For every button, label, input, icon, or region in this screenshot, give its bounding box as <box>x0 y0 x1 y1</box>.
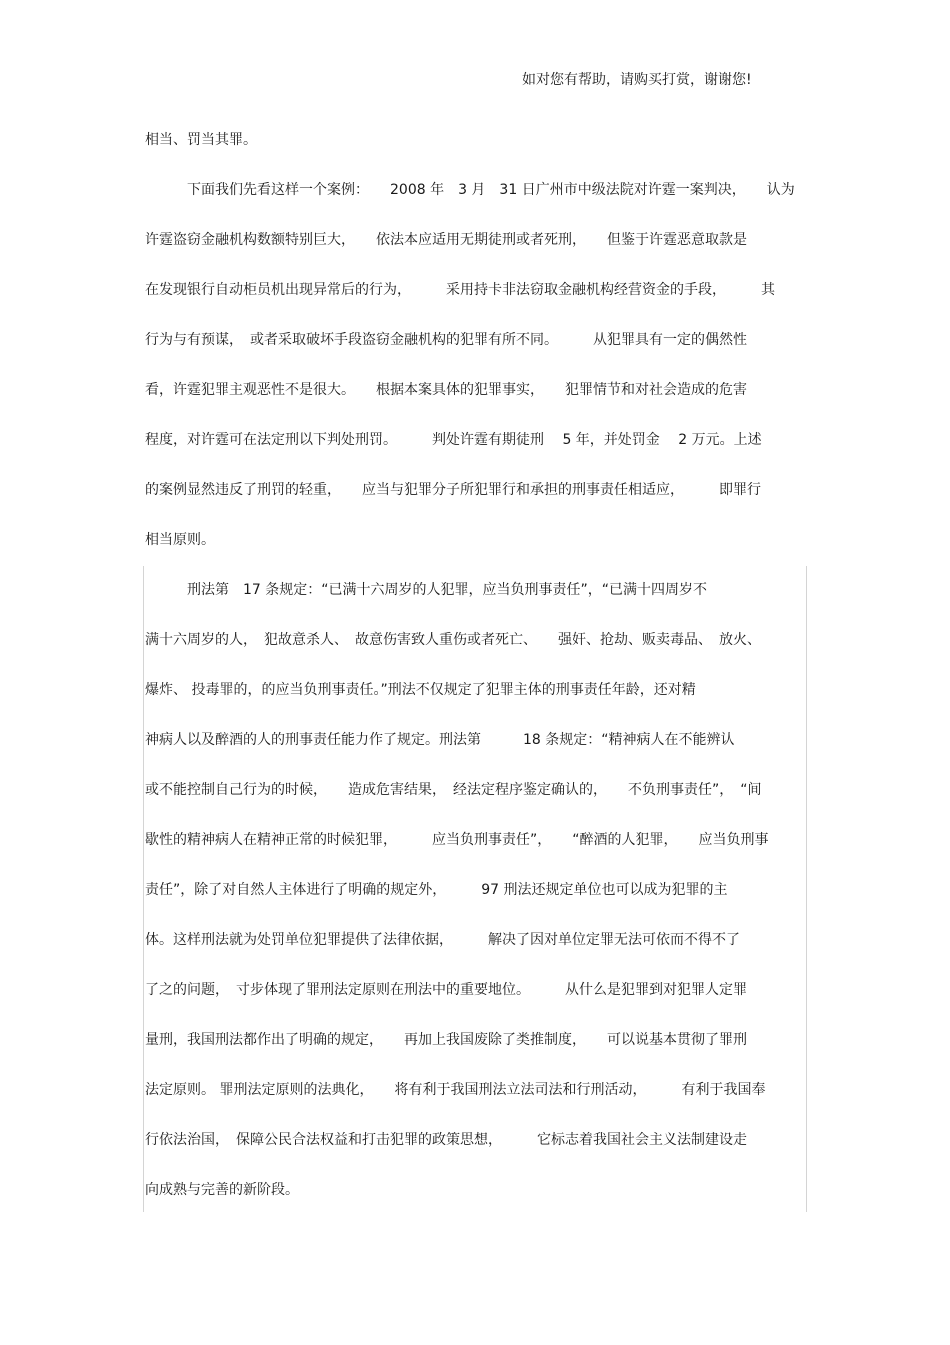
text-line: 了之的问题， 寸步体现了罪刑法定原则在刑法中的重要地位。 从什么是犯罪到对犯罪人定罪 <box>145 982 747 998</box>
text-line: 向成熟与完善的新阶段。 <box>145 1182 299 1198</box>
text-line: 刑法第 17 条规定：“已满十六周岁的人犯罪，应当负刑事责任”，“已满十四周岁不 <box>145 582 708 598</box>
text-line: 量刑，我国刑法都作出了明确的规定， 再加上我国废除了类推制度， 可以说基本贯彻了罪刑 <box>145 1032 747 1048</box>
text-line: 体。这样刑法就为处罚单位犯罪提供了法律依据， 解决了因对单位定罪无法可依而不得不了 <box>145 932 740 948</box>
text-line: 爆炸、 投毒罪的，的应当负刑事责任。”刑法不仅规定了犯罪主体的刑事责任年龄，还对精 <box>145 682 696 698</box>
text-line: 责任”，除了对自然人主体进行了明确的规定外， 97 刑法还规定单位也可以成为犯罪的主 <box>145 882 728 898</box>
text-line: 相当原则。 <box>145 532 215 548</box>
text-line: 歇性的精神病人在精神正常的时候犯罪， 应当负刑事责任”， “醉酒的人犯罪， 应当负刑事 <box>145 832 769 848</box>
text-line: 或不能控制自己行为的时候， 造成危害结果， 经法定程序鉴定确认的， 不负刑事责任”， “间 <box>145 782 762 798</box>
text-line: 的案例显然违反了刑罚的轻重， 应当与犯罪分子所犯罪行和承担的刑事责任相适应， 即罪行 <box>145 482 761 498</box>
text-line: 相当、罚当其罪。 <box>145 132 257 148</box>
text-frame-left-border <box>143 566 144 1212</box>
text-line: 看，许霆犯罪主观恶性不是很大。 根据本案具体的犯罪事实， 犯罪情节和对社会造成的危害 <box>145 382 747 398</box>
header-donation-note: 如对您有帮助，请购买打赏，谢谢您! <box>522 72 752 88</box>
text-line: 法定原则。 罪刑法定原则的法典化， 将有利于我国刑法立法司法和行刑活动， 有利于我国奉 <box>145 1082 766 1098</box>
text-line: 在发现银行自动柜员机出现异常后的行为， 采用持卡非法窃取金融机构经营资金的手段， 其 <box>145 282 775 298</box>
text-line: 程度，对许霆可在法定刑以下判处刑罚。 判处许霆有期徒刑 5 年，并处罚金 2 万元。上述 <box>145 432 762 448</box>
text-line: 满十六周岁的人， 犯故意杀人、 故意伤害致人重伤或者死亡、 强奸、抢劫、贩卖毒品、 放火、 <box>145 632 761 648</box>
text-line: 神病人以及醉酒的人的刑事责任能力作了规定。刑法第 18 条规定：“精神病人在不能辨认 <box>145 732 735 748</box>
text-line: 行依法治国， 保障公民合法权益和打击犯罪的政策思想， 它标志着我国社会主义法制建设走 <box>145 1132 747 1148</box>
text-line: 许霆盗窃金融机构数额特别巨大， 依法本应适用无期徒刑或者死刑， 但鉴于许霆恶意取款是 <box>145 232 747 248</box>
text-line: 下面我们先看这样一个案例： 2008 年 3 月 31 日广州市中级法院对许霆一案判决， 认为 <box>145 182 795 198</box>
text-line: 行为与有预谋， 或者采取破坏手段盗窃金融机构的犯罪有所不同。 从犯罪具有一定的偶然性 <box>145 332 747 348</box>
